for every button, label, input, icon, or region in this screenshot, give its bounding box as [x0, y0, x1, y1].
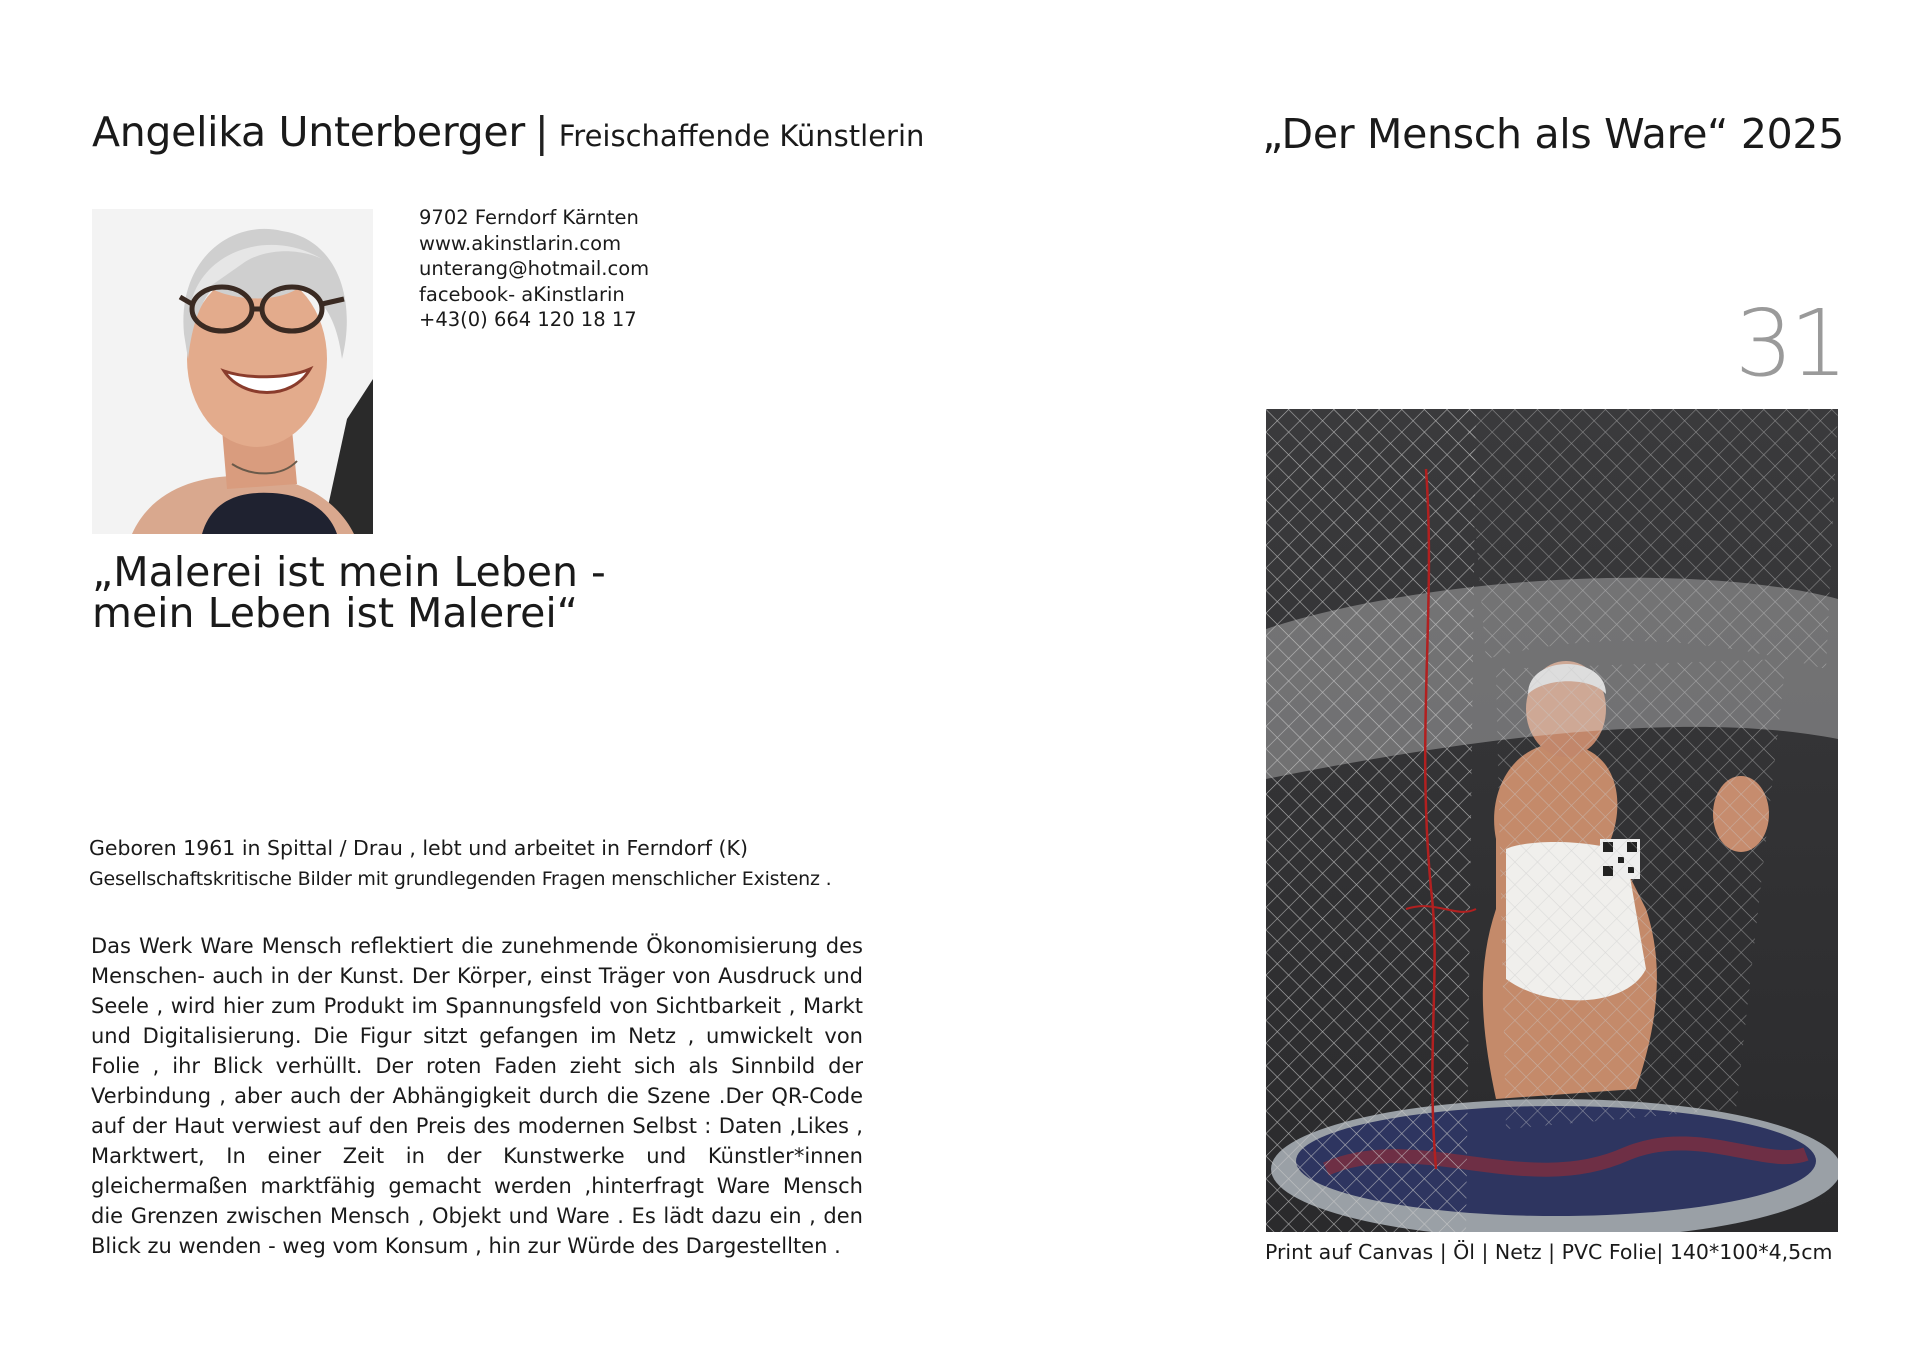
contact-facebook: facebook- aKinstlarin — [419, 282, 625, 306]
contact-info — [419, 205, 649, 333]
contact-phone: +43(0) 664 120 18 17 — [419, 308, 637, 331]
motto-line-2: mein Leben ist Malerei“ — [92, 589, 578, 637]
artwork-image — [1266, 409, 1838, 1232]
header-separator: | — [534, 108, 549, 156]
artist-portrait-photo — [92, 209, 373, 534]
bio-line-1: Geboren 1961 in Spittal / Drau , lebt und arbeitet in Ferndorf (K) — [89, 836, 748, 860]
motto-line-1: „Malerei ist mein Leben - — [92, 548, 606, 596]
artwork-caption: Print auf Canvas | Öl | Netz | PVC Folie| 140*100*4,5cm — [1265, 1240, 1833, 1264]
bio-line-2: Gesellschaftskritische Bilder mit grundlegenden Fragen menschlicher Existenz . — [89, 868, 832, 890]
contact-email: unterang@hotmail.com — [419, 257, 650, 280]
artist-header — [92, 108, 924, 156]
contact-website: www.akinstlarin.com — [419, 231, 622, 255]
artist-bio — [89, 833, 831, 895]
artwork-description: Das Werk Ware Mensch reflektiert die zunehmende Ökonomisierung des Menschen- auch in der Kunst. Der Körper, einst Träger von Ausdruck und Seele , wird hier zum Produkt im Spannungsfeld von Sichtbarkeit , Markt und Digitalisierung. Die Figur sitzt gefangen im Netz , umwickelt von Folie , ihr Blick verhüllt. Der roten Faden zieht sich als Sinnbild der Verbindung , aber auch der Abhängigkeit durch die Szene .Der QR-Code auf der Haut verwiest auf den Preis des modernen Selbst : Daten ,Likes , Marktwert, In einer Zeit in der Kunstwerke und Künstler*innen gleichermaßen marktfähig gemacht werden ,hinterfragt Ware Mensch die Grenzen zwischen Mensch , Objekt und Ware . Es lädt dazu ein , den Blick zu wenden - weg vom Konsum , hin zur Würde des Dargestellten . — [91, 934, 863, 1258]
artist-motto — [92, 548, 606, 637]
work-title: „Der Mensch als Ware“ 2025 — [1262, 110, 1844, 158]
page-number: 31 — [1734, 290, 1844, 397]
artist-role: Freischaffende Künstlerin — [558, 119, 925, 153]
contact-address: 9702 Ferndorf Kärnten — [419, 206, 639, 229]
artist-name: Angelika Unterberger — [92, 108, 525, 156]
